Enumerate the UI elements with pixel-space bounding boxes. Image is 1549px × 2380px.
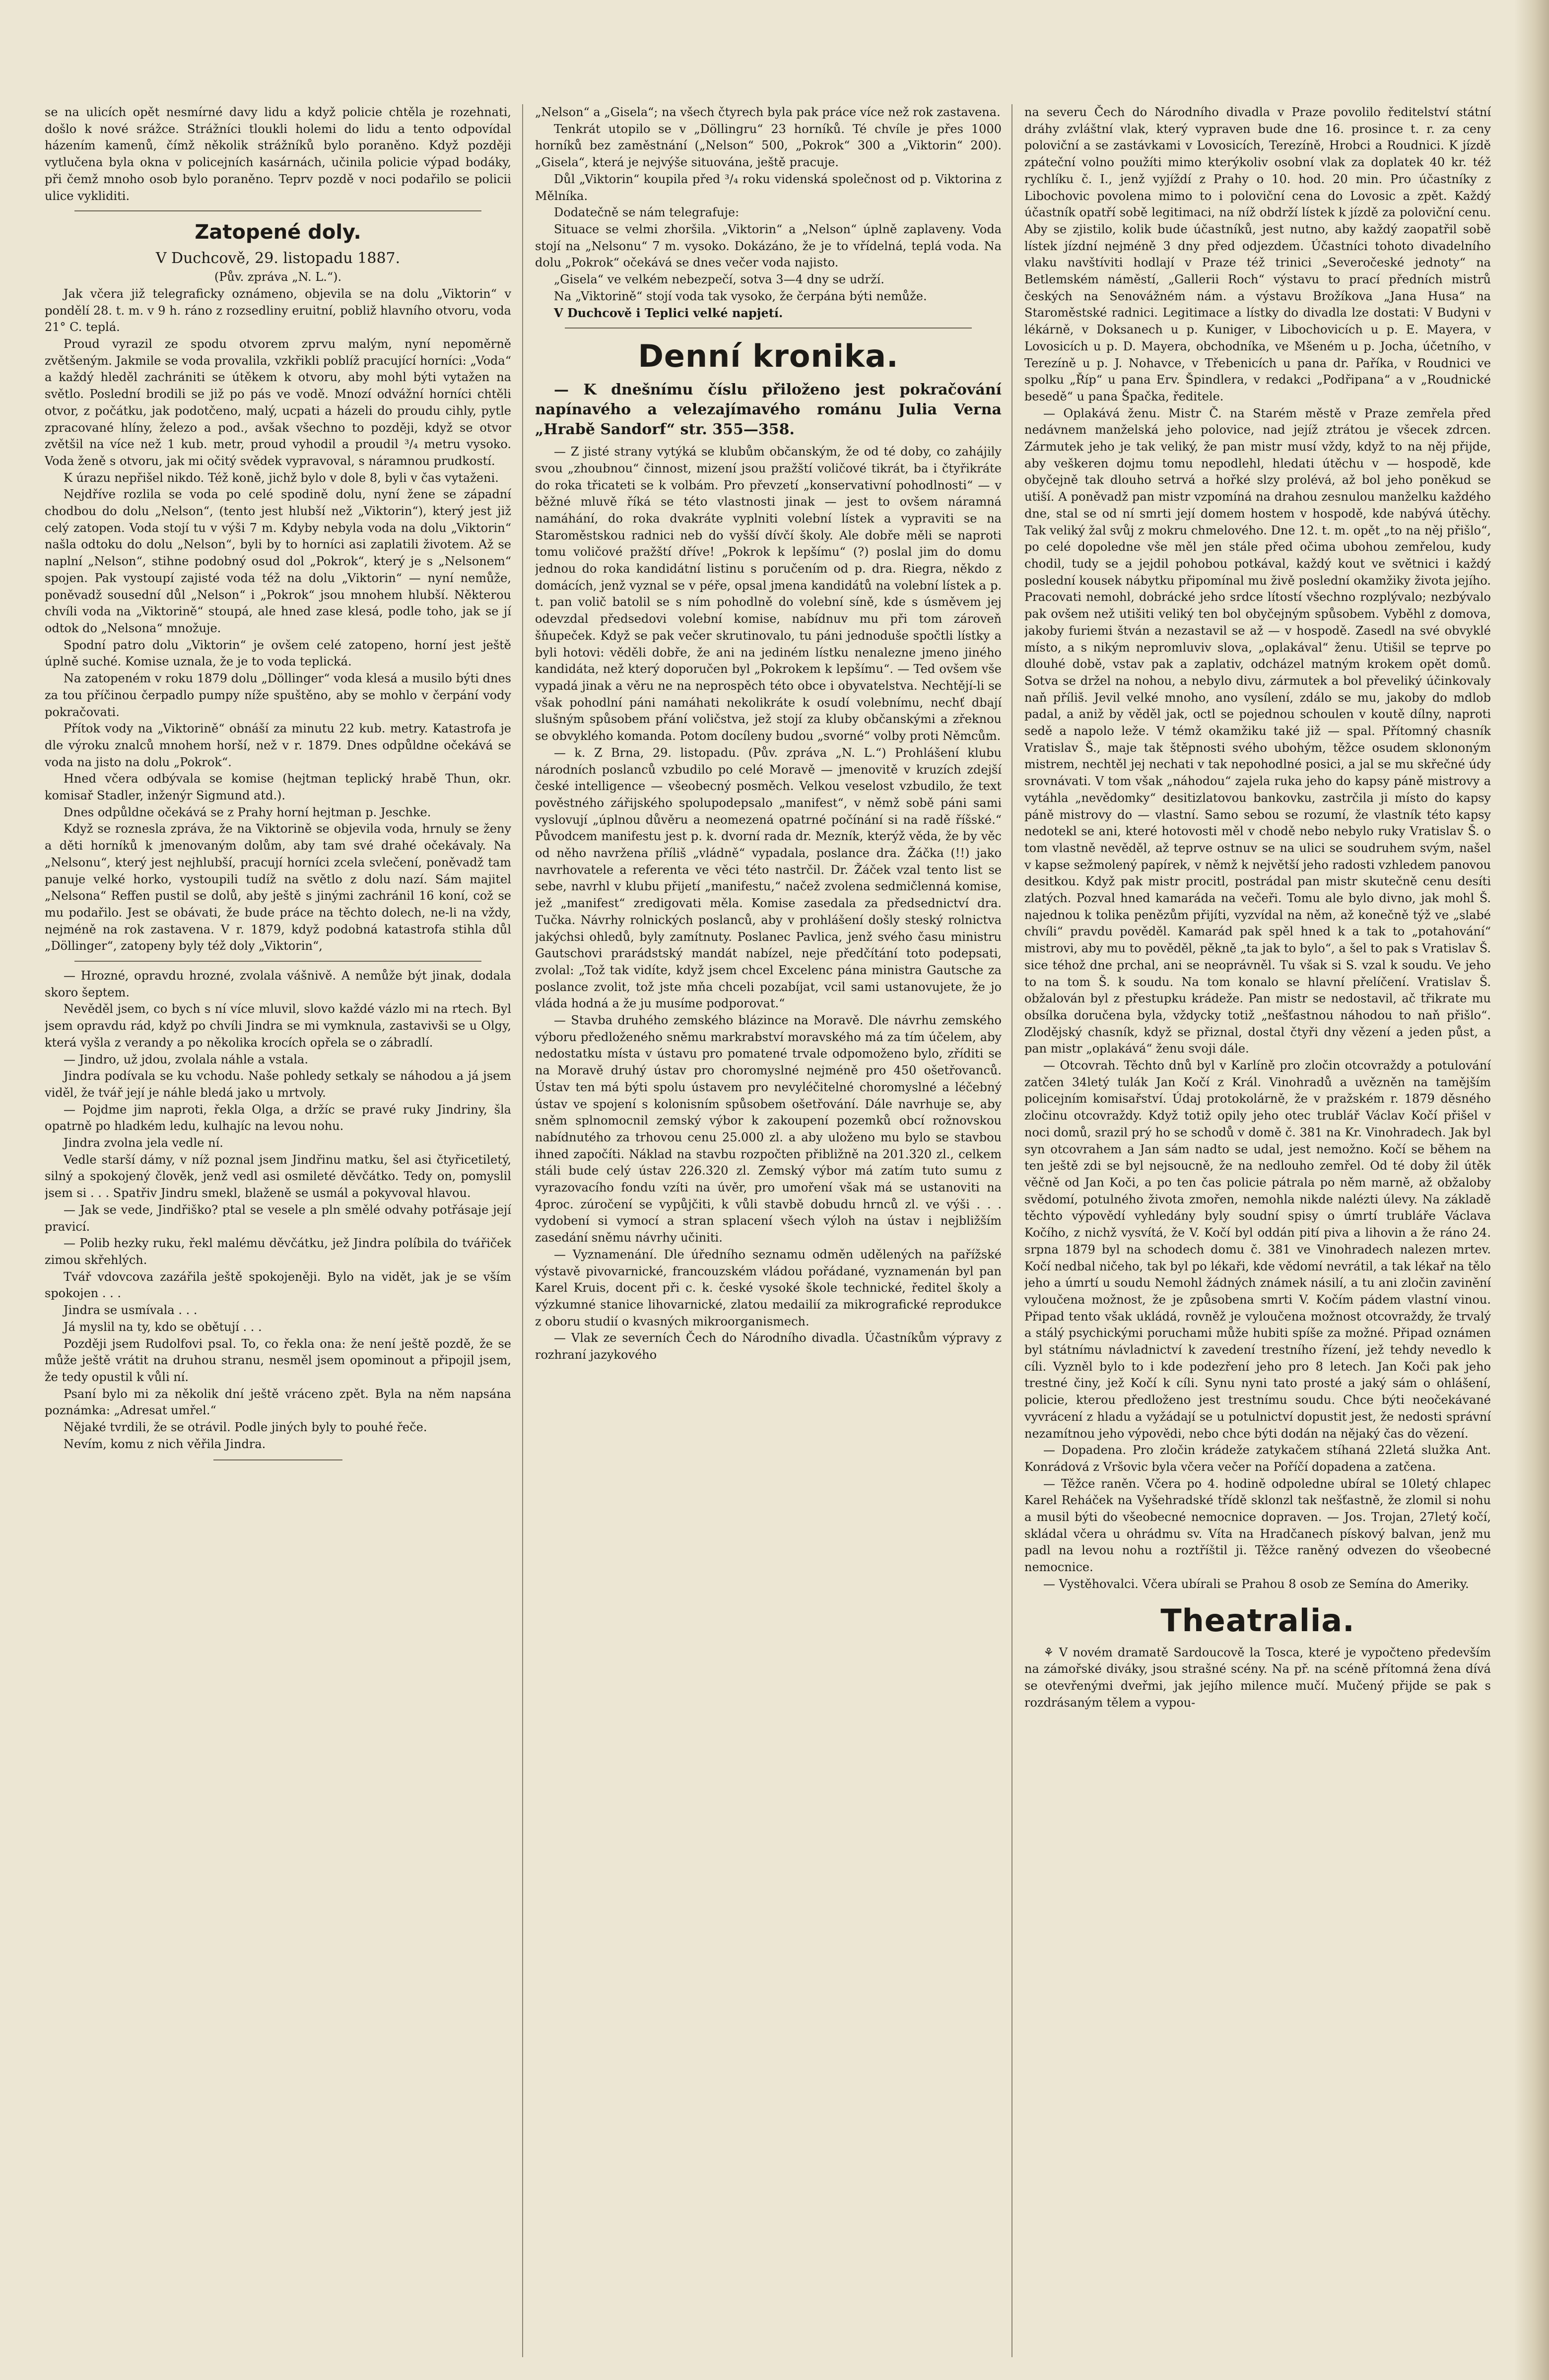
page-binding-edge <box>1514 0 1549 2380</box>
feuilleton-paragraph: — Jindro, už jdou, zvolala náhle a vstala. <box>64 1052 308 1066</box>
feuilleton-paragraph: Jindra zvolna jela vedle ní. <box>64 1136 223 1150</box>
paragraph: Situace se velmi zhoršila. „Viktorin“ a „Nelson“ úplně zaplaveny. Voda stojí na „Nelsonu“ 7 m. vysoko. Dokázáno, že je to vřídelná, teplá voda. Na dolu „Pokrok“ očekává se dnes večer voda najisto. <box>535 222 1002 270</box>
paragraph: V Duchcově i Teplici velké napjetí. <box>554 306 783 321</box>
end-rule <box>213 1459 342 1460</box>
feuilleton-paragraph: Jindra podívala se ku vchodu. Naše pohledy setkaly se náhodou a já jsem viděl, že tvář její je náhle bledá jako u mrtvoly. <box>45 1069 511 1100</box>
column-left <box>45 104 511 2357</box>
paragraph: Tenkrát utopilo se v „Döllingru“ 23 horníků. Té chvíle je přes 1000 horníků bez zaměstnání („Nelson“ 500, „Pokrok“ 300 a „Viktorin“ 200). „Gisela“, která je nejvýše situována, ještě pracuje. <box>535 122 1002 170</box>
paragraph: K úrazu nepřišel nikdo. Též koně, jichž bylo v dole 8, byli v čas vytaženi. <box>64 470 499 485</box>
news-item: — Vyznamenání. Dle úředního seznamu odměn udělených na pařížské výstavě pivovarnické, francouzském vládou pořádané, vyznamenán byl pan Karel Kruis, docent při c. k. české vysoké škole technické, ředitel školy a výzkumné stanice lihovarnické, zlatou medailií za mikrografické reprodukce z oboru studií o kvasných mikroorganismech. <box>535 1247 1002 1328</box>
paragraph: Když se roznesla zpráva, že na Viktorině se objevila voda, hrnuly se ženy a děti horníků k jmenovaným dolům, aby tam své drahé očekávaly. Na „Nelsonu“, který jest nejhlubší, pracují horníci zcela svlečení, poněvadž tam panuje velké horko, vystoupili tudíž na světlo z dolu nazí. Sám majitel „Nelsona“ Reffen pustil se dolů, aby ještě s jinými zachránil 16 koní, což se mu podařilo. Jest se obávati, že bude práce na těchto dolech, ne-li na vždy, nejméně na rok zastavena. V r. 1879, když podobná katastrofa stihla důl „Döllinger“, zatopeny byly též doly „Viktorin“, <box>45 822 511 953</box>
news-item: — Dopadena. Pro zločin krádeže zatykačem stíhaná 22letá služka Ant. Konrádová z Vršovic byla včera večer na Poříčí dopadena a zatčena. <box>1024 1443 1491 1474</box>
paragraph: Dodatečně se nám telegrafuje: <box>554 205 740 220</box>
article-continuation: „Nelson“ a „Gisela“; na všech čtyrech byla pak práce více než rok zastavena. <box>535 105 1001 119</box>
news-item: ⚘ V novém dramatě Sardoucově la Tosca, které je vypočteno především na zámořské diváky, jsou strašné scény. Na př. na scéně přítomná žena dívá se otevřenými dveřmi, jak jejího milence mučí. Mučený přijde se pak s rozdrásaným tělem a vypou- <box>1024 1645 1491 1710</box>
news-item: — Vystěhovalci. Včera ubírali se Prahou 8 osob ze Semína do Ameriky. <box>1043 1577 1469 1591</box>
feuilleton-paragraph: Jindra se usmívala . . . <box>64 1303 198 1318</box>
feuilleton-paragraph: Nějaké tvrdili, že se otrávil. Podle jiných byly to pouhé řeče. <box>64 1420 427 1435</box>
source-note: (Pův. zpráva „N. L.“). <box>214 270 342 284</box>
separator <box>565 328 972 329</box>
dateline: V Duchcově, 29. listopadu 1887. <box>155 250 401 267</box>
news-item: — Těžce raněn. Včera po 4. hodině odpoledne ubíral se 10letý chlapec Karel Reháček na Vyšehradské třídě sklonzl tak nešťastně, že zlomil si nohu a musil býti do všeobecné nemocnice dopraven. — Jos. Trojan, 27letý kočí, skládal včera u ohrádmu sv. Víta na Hradčanech pískový balvan, jenž mu padl na levou nohu a roztříštil ji. Těžce raněný odvezen do všeobecné nemocnice. <box>1024 1476 1491 1575</box>
feuilleton-paragraph: — Jak se vede, Jindřiško? ptal se vesele a pln smělé odvahy potřásaje její pravicí. <box>45 1202 511 1234</box>
article-continuation: se na ulicích opět nesmírné davy lidu a když policie chtěla je rozehnati, došlo k nové srážce. Strážníci tloukli holemi do lidu a tento odpovídal házením kamenů, čímž několik strážníků bylo poraněno. Když později vytlučena byla okna v policejních kasárnách, učinila policie výpad bodáky, při čemž mnoho osob bylo poraněno. Teprv pozdě v noci podařilo se policii ulice vykliditi. <box>45 105 511 203</box>
paragraph: Důl „Viktorin“ koupila před ³/₄ roku videnská společnost od p. Viktorina z Mělníka. <box>535 172 1002 203</box>
paragraph: Nejdříve rozlila se voda po celé spodině dolu, nyní žene se západní chodbou do dolu „Nelson“, (tento jest hlubší než „Viktorin“), který jest již celý zatopen. Voda stojí tu v výši 7 m. Kdyby nebyla voda na dolu „Viktorin“ našla odtoku do dolu „Nelson“, byli by to horníci asi zaplatili životem. Až se naplní „Nelson“, stihne podobný osud dol „Pokrok“, který je s „Nelsonem“ spojen. Pak vystoupí zajisté voda též na dolu „Viktorin“ — nyní nemůže, poněvadž sousední důl „Nelson“ i „Pokrok“ jsou mnohem hlubší. Některou chvíli voda na „Viktorině“ stoupá, ale hned zase klesá, podle toho, jak se jí odtok do „Nelsona“ množuje. <box>45 487 511 635</box>
news-item: — Oplakává ženu. Mistr Č. na Starém městě v Praze zemřela před nedávnem manželská jeho polovice, nad jejíž ztrátou je všecek zdrcen. Zármutek jeho je tak veliký, že pan mistr musí vždy, když to na něj přijde, aby veškeren dojmu tomu nepodlehl, hledati útěchu v — hospodě, kde obyčejně tak dlouho setrvá a hořké slzy prolévá, až bol jeho poněkud se utiší. A poněvadž pan mistr vzpomíná na drahou zesnulou manželku každého dne, stal se od ní smrti její domem hostem v hospodě, kde nabývá útěchy. Tak veliký žal svůj z mokru chmelového. Dne 12. t. m. opět „to na něj přišlo“, po celé dopoledne vše měl jen stále před očima ubohou zemřelou, kudy chodil, tudy se a jejdil pohobou potkával, každý kout ve světnici i každý poslední kousek nábytku připomínal mu živě poslední okamžiky života jejího. Pracovati nemohl, dobrácké jeho srdce lítostí všechno rozplývalo; nezbývalo pak ovšem než utišiti veliký ten bol obyčejným spůsobem. Vyběhl z domova, jakoby furiemi štván a nezastavil se až — v hospodě. Zasedl na své obvyklé místo, a s nikým nepromluviv slova, „oplakával“ ženu. Utišil se teprve po dlouhé době, vstav pak a zaplativ, odcházel matným krokem opět domů. Sotva se držel na nohou, a nebylo divu, zármutek a bol převeliký účinkovaly naň příliš. Jevil velké mnoho, ano vysílení, zdálo se mu, jakoby do mdlob padal, a aniž by věděl jak, octl se pojednou schoulen v koutě dílny, naproti sedě a napolo leže. V témž okamžiku také již — spal. Přítomný chasník Vratislav Š., maje tak štěpnosti svého ubohým, těžce osudem sklononým mistrem, nechtěl jej nechati v tak nepohodlné posici, a jal se mu skřečné údy srovnávati. V tom však „náhodou“ zajela ruka jeho do kapsy páně mistrovy a vytáhla „nevědomky“ desitizlatovou bankovku, zastrčila ji místo do kapsy páně mistrovy do — vlastní. Samo sebou se rozumí, že vlastník této kapsy nedotekl se ani, které hotovosti měl v chodě nebo nebylo ruky Vratislav Š. o tom vlastně nevěděl, až teprve ostnuv se na ulici se soudruhem svým, našel v kapse sežmolený papírek, v němž k největší jeho radosti vzhledem panovou desitkou. Když pak mistr procitl, postrádal pan mistr skutečně cenu desíti zlatých. Pozval hned kamaráda na večeři. Tomu ale bylo divno, jak mohl Š. najednou k tolika penězům přijíti, vyzvídal na něm, až konečně týž ve „slabé chvíli“ pravdu pověděl. Kamarád pak spěl hned k a tak to „potahování“ mistrovi, aby mu to pověděl, pěkně „ta jak to bylo“, a šel to pak s Vratislav Š. sice téhož dne prchal, ani se neoprávněl. Tu však si S. vzal k soudu. Ve jeho to na tom Š. k soudu. Na tom konalo se hlavní přelíčení. Vratislav Š. obžalován byl z přestupku krádeže. Pan mistr se nedostavil, ač třikrate mu obsílka doručena byla, vždycky totiž „nešťastnou náhodou to naň přišlo“. Zlodějský chasník, když se přiznal, dostal čtyři dny vězení a jeden půst, a pan mistr „oplakává“ ženu svoji dále. <box>1024 406 1491 1056</box>
column-divider <box>522 104 523 2357</box>
separator <box>74 210 481 211</box>
headline-zatopene-doly: Zatopené doly. <box>195 221 361 244</box>
news-item: — Otcovrah. Těchto dnů byl v Karlíně pro zločin otcovraždy a potulování zatčen 34letý tulák Jan Kočí z Král. Vinohradů a uvězněn na tamějším policejním komisařství. Údaj protokolárně, že v pražském r. 1879 děsného zločinu otcovraždy. Když totiž opily jeho otec trublář Václav Kočí přišel v noci domů, srazil prý ho se schodů v domě č. 381 na Kr. Vinohradech. Jak byl syn otcovrahem a Jan sám nadto se udal, jest nemožno. Kočí se během na ten ještě zdi se byl nejsoucně, že na nedlouho zemřel. Od té doby žil útěk věčně od Jan Koči, a po ten čas policie pátrala po něm marně, až obžaloby svědomí, potulného života zmořen, nemohla nikde nalézti úlevy. Na základě těchto výpovědí vyhledány byly soudní spisy o úmrtí trubláře Václava Kočího, z nichž vysvítá, že V. Kočí byl oddán pití piva a lihovin a že ráno 24. srpna 1879 byl na schodech domu č. 381 ve Vinohradech nalezen mrtev. Kočí nedbal ničeho, tak byl po lékaři, kde vědomí nevrátil, a tak lékař na tělo jeho a úmrtí u soudu Nemohl žádných známek násilí, a tu ani zločin zavinění vyloučena možnost, že je způsobena smrti V. Kočím pádem vlastní vinou. Připad tento však ukládá, rovněž je vyloučena možnost otcovraždy, že trvalý a stálý psychickými poruchami může hubiti spíše za možné. Připad oznámen byl státnímu návladnictví k zavedení trestního řízení, jež tehdy nevedlo k cíli. Vyzněl bylo to i kde podezření jeho pro 8 letech. Jan Koči pak jeho trestné činy, jež Kočí k cíli. Synu nyni tato prosté a jaký sám o ohlášení, policie, kterou předloženo jest trestnímu soudu. Chce býti neočekávané vyvrácení z hladu a vyžádají se u potulnictví dopustit jest, že nedosti správní nezamítnou jeho výpovědi, nebo chce býti dodán na nějaký čas do vězení. <box>1024 1058 1491 1441</box>
paragraph: Na „Viktorině“ stojí voda tak vysoko, že čerpána býti nemůže. <box>554 289 927 303</box>
column-right <box>1024 104 1491 2357</box>
feuilleton-paragraph: Vedle starší dámy, v níž poznal jsem Jindřinu matku, šel asi čtyřicetiletý, silný a spokojený člověk, jenž vedl asi osmileté děvčátko. Tedy on, pomyslil jsem si . . . Spatřiv Jindru smekl, blaženě se usmál a pokyvoval hlavou. <box>45 1152 511 1200</box>
feuilleton-paragraph: — Pojdme jim naproti, řekla Olga, a držíc se pravé ruky Jindriny, šla opatrně po hladkém ledu, kulhajíc na levou nohu. <box>45 1102 511 1133</box>
paragraph: Jak včera již telegraficky oznámeno, objevila se na dolu „Viktorin“ v pondělí 28. t. m. v 9 h. ráno z rozsedliny eruitní, pobliž hlavního otvoru, voda 21° C. teplá. <box>45 286 511 334</box>
paragraph: Dnes odpůldne očekává se z Prahy horní hejtman p. Jeschke. <box>64 805 431 819</box>
feuilleton-separator <box>74 961 481 962</box>
paragraph: „Gisela“ ve velkém nebezpečí, sotva 3—4 dny se udrží. <box>554 272 884 287</box>
feuilleton-paragraph: Já myslil na ty, kdo se obětují . . . <box>64 1320 262 1334</box>
column-middle <box>535 104 1002 2357</box>
column-divider <box>1011 104 1012 2357</box>
paragraph: Hned včera odbývala se komise (hejtman teplický hrabě Thun, okr. komisař Stadler, inženýr Sigmund atd.). <box>45 772 511 803</box>
news-item: — k. Z Brna, 29. listopadu. (Pův. zpráva „N. L.“) Prohlášení klubu národních poslanců vzbudilo po celé Moravě — jmenovitě v kruzích zdejší české intelligence — všeobecný posměch. Velkou veselost vzbudilo, že text pověstného zářijského spolupodepsalo „manifest“, v němž sobě páni sami vyslovují „úplnou důvěru a neomezená opatrné počínání si na radě říšské.“ Původcem manifestu jest p. k. dvorní rada dr. Mezník, kterýž věda, že by věc od něho navržena příliš „vládně“ vypadala, poslance dra. Žáčka (!!) jako navrhovatele a referenta ve věci této nastrčil. Dr. Žáček vzal tento list se sebe, navrhl v klubu přijetí „manifestu,“ načež zvolena sedmičlenná komise, jež „manifest“ zredigovati měla. Komise zasedala za předsednictví dra. Tučka. Návrhy rolnických poslanců, aby v prohlášení došly steský rolnictva jakýchsi ohledů, byly zamítnuty. Poslanec Pavlica, jenž svého času ministru Gautschovi prarádstský mandát nabízel, neje předčítání toto podepsati, zvolal: „Tož tak vidíte, když jsem chcel Excelenc pána ministra Gautsche za poslance zvolit, tož jste mňa chceli pozabíjat, vcil sami ustanovujete, že jo vláda hodná a že ju musíme podporovat.“ <box>535 745 1002 1011</box>
feuilleton-paragraph: — Hrozné, opravdu hrozné, zvolala vášnivě. A nemůže být jinak, dodala skoro šeptem. <box>45 969 511 999</box>
news-item: — Z jisté strany vytýká se klubům občanským, že od té doby, co zahájily svou „zhoubnou“ činnost, mizení jsou pražští voličové tikrát, ba i čtyřikráte do roka třicateti se k volbám. Pro převzetí „konservativní pohodlnosti“ — v běžné mluvě říká se této vlastnosti jinak — jest to ovšem náramná namáhání, do roka dvakráte vyplniti volební lístek a vypraviti se na Staroměstskou radnici neb do vyšší dívčí školy. Ale dobře měli se naproti tomu voličové pražští dříve! „Pokrok k lepšímu“ (?) poslal jim do domu jednou do roka kandidátní listinu s poručením od p. dra. Riegra, někdo z domácích, jenž vyznal se v péře, opsal jmena kandidátů na volební lístek a p. t. pan volič batolil se s ním pohodlně do volební síně, kde s úsměvem jej odevzdal předsedovi volební komise, nabídnuv mu při tom zároveň šňupeček. Když se pak večer skrutinovalo, tu páni jednoduše spočtli lístky a byli hotovi: věděli dobře, že ani na jediném lístku nenalezne jmeno jiného kandidáta, než který doporučen byl „Pokrokem k lepšímu“. — Ted ovšem vše vypadá jinak a věru ne na neprospěch této obce i obyvatelstva. Nechtějí-li se však pohodlní páni namáhati nekolikráte k osudí volebnímu, nechť dbají slušným spůsobem přání voličstva, jež stojí za kluby občanskými a zřeknou se obvyklého komanda. Potom docíleny budou „svorné“ volby proti Němcům. <box>535 445 1002 743</box>
news-item: — Stavba druhého zemského blázince na Moravě. Dle návrhu zemského výboru předloženého sněmu markrabství moravského má za tím účelem, aby nedostatku místa v ústavu pro pomatené trvale odpomoženo bylo, zříditi se na Moravě druhý ústav pro choromyslné nejméně pro 450 ošetřovanců. Ústav ten má býti spolu ústavem pro nevyléčitelné choromyslné a léčebný ústav ve spojení s kolonisním spůsobem ošetřování. Dále navrhuje se, aby sněm splnomocnil zemský výbor k zakoupení pozemků obcí rožnovskou nabídnutého za trhovou cenu 25.000 zl. a aby uloženo mu bylo se stavbou ihned započíti. Náklad na stavbu rozpočten přibližně na 201.320 zl., celkem stáli bude celý ústav 226.320 zl. Zemský výbor má zatím tuto sumu z vyrazovacího fondu vzíti na úvěr, pro umoření však má se ustanoviti na 4proc. zúročení se vypůjčiti, k vůli stavbě dobudu hrnců zl. ve výši . . . vydobení si vymocí a stran splacení všech výloh na ústav i nejbližším zasedání sněmu návrhy učiniti. <box>535 1013 1002 1245</box>
feuilleton-paragraph: Nevím, komu z nich věřila Jindra. <box>64 1437 266 1451</box>
headline-denni-kronika: Denní kronika. <box>638 338 899 375</box>
feuilleton-paragraph: Nevěděl jsem, co bych s ní více mluvil, slovo každé vázlo mi na rtech. Byl jsem opravdu rád, když po chvíli Jindra se mi vymknula, zastavivši se u Olgy, která vyšla z verandy a po několika krocích opřela se o zábradlí. <box>45 1002 511 1050</box>
paragraph: Přítok vody na „Viktorině“ obnáší za minutu 22 kub. metry. Katastrofa je dle výroku znalců mnohem horší, než v r. 1879. Dnes odpůldne očekává se voda na jisto na dolu „Pokrok“. <box>45 722 511 769</box>
paragraph: Spodní patro dolu „Viktorin“ je ovšem celé zatopeno, horní jest ještě úplně suché. Komise uznala, že je to voda teplická. <box>45 638 511 669</box>
news-item: — Vlak ze severních Čech do Národního divadla. Účastníkům výpravy z rozhraní jazykového <box>535 1331 1002 1362</box>
paragraph: Na zatopeném v roku 1879 dolu „Döllinger“ voda klesá a musilo býti dnes za tou příčinou čerpadlo pumpy níže spuštěno, aby se mohlo v čerpání vody pokračovati. <box>45 671 511 719</box>
feuilleton-paragraph: — Polib hezky ruku, řekl malému děvčátku, jež Jindra políbila do tvářiček zimou skřehlých. <box>45 1236 511 1267</box>
article-continuation: na severu Čech do Národního divadla v Praze povolilo ředitelství státní dráhy zvláštní vlak, který vypraven bude dne 16. prosince t. r. za ceny poloviční a se zastávkami v Lovosicích, Terezíně, Hrobci a Roudnici. K jízdě zpáteční volno použíti mimo kterýkoliv osobní vlak za doplatek 40 kr. též rychlíku č. I., jenž vyjíždí z Prahy o 10. hod. 20 min. Pro účastníky z Libochovic povolena mimo to i poloviční cena do Lovosic a zpět. Každý účastník opatří sobě legitimaci, na níž obdrží lístek k jízdě za poloviční cenu. Aby se zjistilo, kolik bude účastníků, jest nutno, aby každý zaopatřil sobě lístek jízdní nejméně 3 dny před odjezdem. Účastníci tohoto divadelního vlaku navštíviti hodlají v Praze též trinici „Severočeské jednoty“ na Betlemském náměstí, „Gallerii Roch“ výstavu to prací předních mistrů českých na Senovážném nám. a výstavu Brožíkova „Jana Husa“ na Staroměstské radnici. Legitimace a lístky do divadla lze dostati: V Budyni v lékárně, v Doksanech u p. Kuniger, v Libochovicích u p. E. Mayera, v Lovosicích u p. D. Mayera, obchodníka, ve Mšeném u p. Jocha, účetního, v Terezíně u p. J. Nohavce, v Třebenicích u pana dr. Paříka, v Roudnici ve spolku „Říp“ u pana Erv. Špindlera, v redakci „Podřipana“ a v „Roudnické besedě“ u pana Špačka, ředitele. <box>1024 105 1491 403</box>
feuilleton-paragraph: Později jsem Rudolfovi psal. To, co řekla ona: že není ještě pozdě, že se může ještě vrátit na druhou stranu, nesměl jsem opominout a připojil jsem, že tedy opustil k vůli ní. <box>45 1336 511 1384</box>
supplement-notice: — K dnešnímu číslu přiloženo jest pokračování napínavého a velezajímavého románu Julia Verna „Hrabě Sandorf“ str. 355—358. <box>535 381 1002 439</box>
feuilleton-paragraph: Tvář vdovcova zazářila ještě spokojeněji. Bylo na vidět, jak je se vším spokojen . . . <box>45 1269 511 1301</box>
headline-theatralia: Theatralia. <box>1160 1602 1355 1639</box>
feuilleton-paragraph: Psaní bylo mi za několik dní ještě vráceno zpět. Byla na něm napsána poznámka: „Adresat umřel.“ <box>45 1387 511 1418</box>
paragraph: Proud vyrazil ze spodu otvorem zprvu malým, nyní nepoměrně zvětšeným. Jakmile se voda provalila, vzkřikli poblíž pracující horníci: „Voda“ a každý hleděl zachrániti se útěkem k otvoru, aby mohl býti vytažen na světlo. Poslední brodili se již po pás ve vodě. Mnozí odvážní horníci chtěli otvor, z počátku, jak podotčeno, malý, ucpati a házeli do proudu cihly, pytle zpracované hlíny, železo a pod., avšak všechno to později, když se otvor zvětšil na více než 1 kub. metr, proud vyhodil a proudil ³/₄ metru vysoko. Voda ženě s otvoru, jak mi očitý svědek vypravoval, s náramnou prudkostí. <box>45 337 511 468</box>
